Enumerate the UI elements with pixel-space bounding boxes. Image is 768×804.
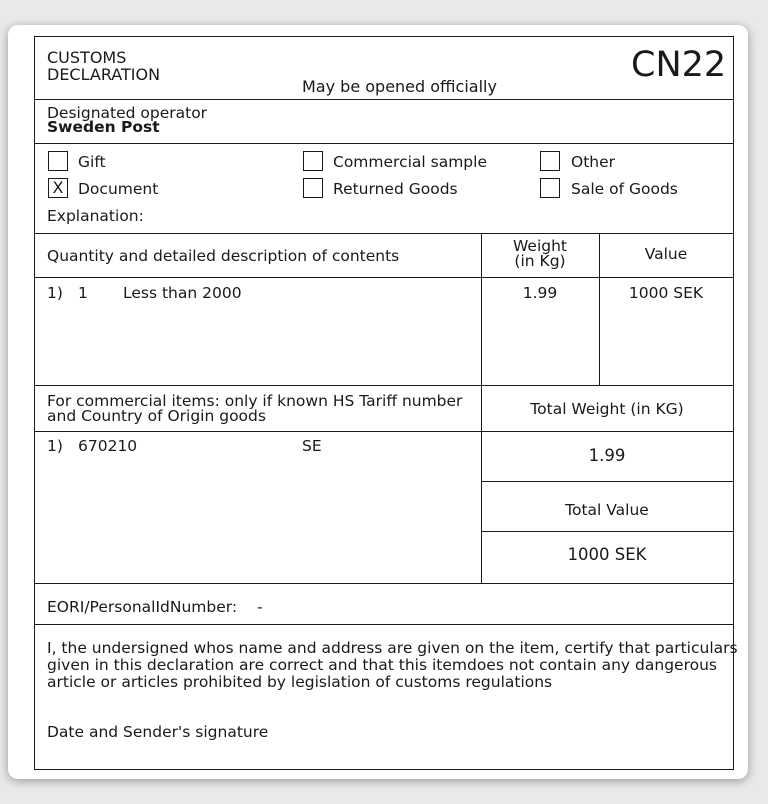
commercial-header-line1: For commercial items: only if known HS Tariff number bbox=[47, 392, 463, 410]
value-header: Value bbox=[644, 245, 688, 263]
hs-index: 1) bbox=[47, 437, 63, 455]
returned-goods-label: Returned Goods bbox=[333, 180, 458, 198]
gift-label: Gift bbox=[78, 153, 106, 171]
total-weight-label: Total Weight (in KG) bbox=[530, 400, 684, 418]
column-divider bbox=[599, 233, 600, 385]
column-divider bbox=[481, 385, 482, 583]
divider bbox=[35, 143, 733, 144]
divider bbox=[35, 99, 733, 100]
other-label: Other bbox=[571, 153, 616, 171]
total-weight-value: 1.99 bbox=[588, 446, 626, 465]
commercial-header-line2: and Country of Origin goods bbox=[47, 407, 266, 425]
document-checkbox[interactable]: X bbox=[48, 178, 68, 198]
form-title-line2: DECLARATION bbox=[47, 65, 161, 84]
eori-value: - bbox=[257, 598, 263, 616]
operator-name: Sweden Post bbox=[47, 118, 160, 136]
explanation-label: Explanation: bbox=[47, 207, 144, 225]
divider bbox=[35, 233, 733, 234]
certification-line2: given in this declaration are correct and that this itemdoes not contain any dangerous bbox=[47, 656, 717, 674]
country-of-origin: SE bbox=[302, 437, 322, 455]
divider bbox=[35, 277, 733, 278]
certification-line3: article or articles prohibited by legislation of customs regulations bbox=[47, 673, 553, 691]
opened-officially-note: May be opened officially bbox=[302, 77, 497, 96]
description-header: Quantity and detailed description of contents bbox=[47, 247, 400, 265]
divider bbox=[481, 481, 733, 482]
commercial-sample-checkbox[interactable] bbox=[303, 151, 323, 171]
operator-label: Designated operator bbox=[47, 104, 208, 122]
sale-of-goods-label: Sale of Goods bbox=[571, 180, 678, 198]
divider bbox=[481, 531, 733, 532]
divider bbox=[35, 385, 733, 386]
form-title-line1: CUSTOMS bbox=[47, 48, 127, 67]
gift-checkbox[interactable] bbox=[48, 151, 68, 171]
item-quantity: 1 bbox=[78, 284, 88, 302]
item-index: 1) bbox=[47, 284, 63, 302]
total-value-value: 1000 SEK bbox=[567, 545, 647, 564]
commercial-sample-label: Commercial sample bbox=[333, 153, 487, 171]
column-divider bbox=[481, 233, 482, 385]
weight-header-line1: Weight bbox=[512, 237, 567, 255]
hs-code: 670210 bbox=[78, 437, 138, 455]
document-label: Document bbox=[78, 180, 159, 198]
divider bbox=[35, 431, 733, 432]
divider bbox=[35, 624, 733, 625]
other-checkbox[interactable] bbox=[540, 151, 560, 171]
weight-header-line2: (in Kg) bbox=[514, 252, 566, 270]
item-description: Less than 2000 bbox=[123, 284, 242, 302]
divider bbox=[35, 583, 733, 584]
cn22-form bbox=[34, 36, 738, 770]
eori-label: EORI/PersonalIdNumber: bbox=[47, 598, 238, 616]
item-weight: 1.99 bbox=[522, 284, 558, 302]
total-value-label: Total Value bbox=[565, 501, 649, 519]
form-code: CN22 bbox=[631, 45, 727, 85]
returned-goods-checkbox[interactable] bbox=[303, 178, 323, 198]
signature-label: Date and Sender's signature bbox=[47, 723, 269, 741]
certification-line1: I, the undersigned whos name and address are given on the item, certify that particulars bbox=[47, 639, 738, 657]
sale-of-goods-checkbox[interactable] bbox=[540, 178, 560, 198]
item-value: 1000 SEK bbox=[628, 284, 704, 302]
